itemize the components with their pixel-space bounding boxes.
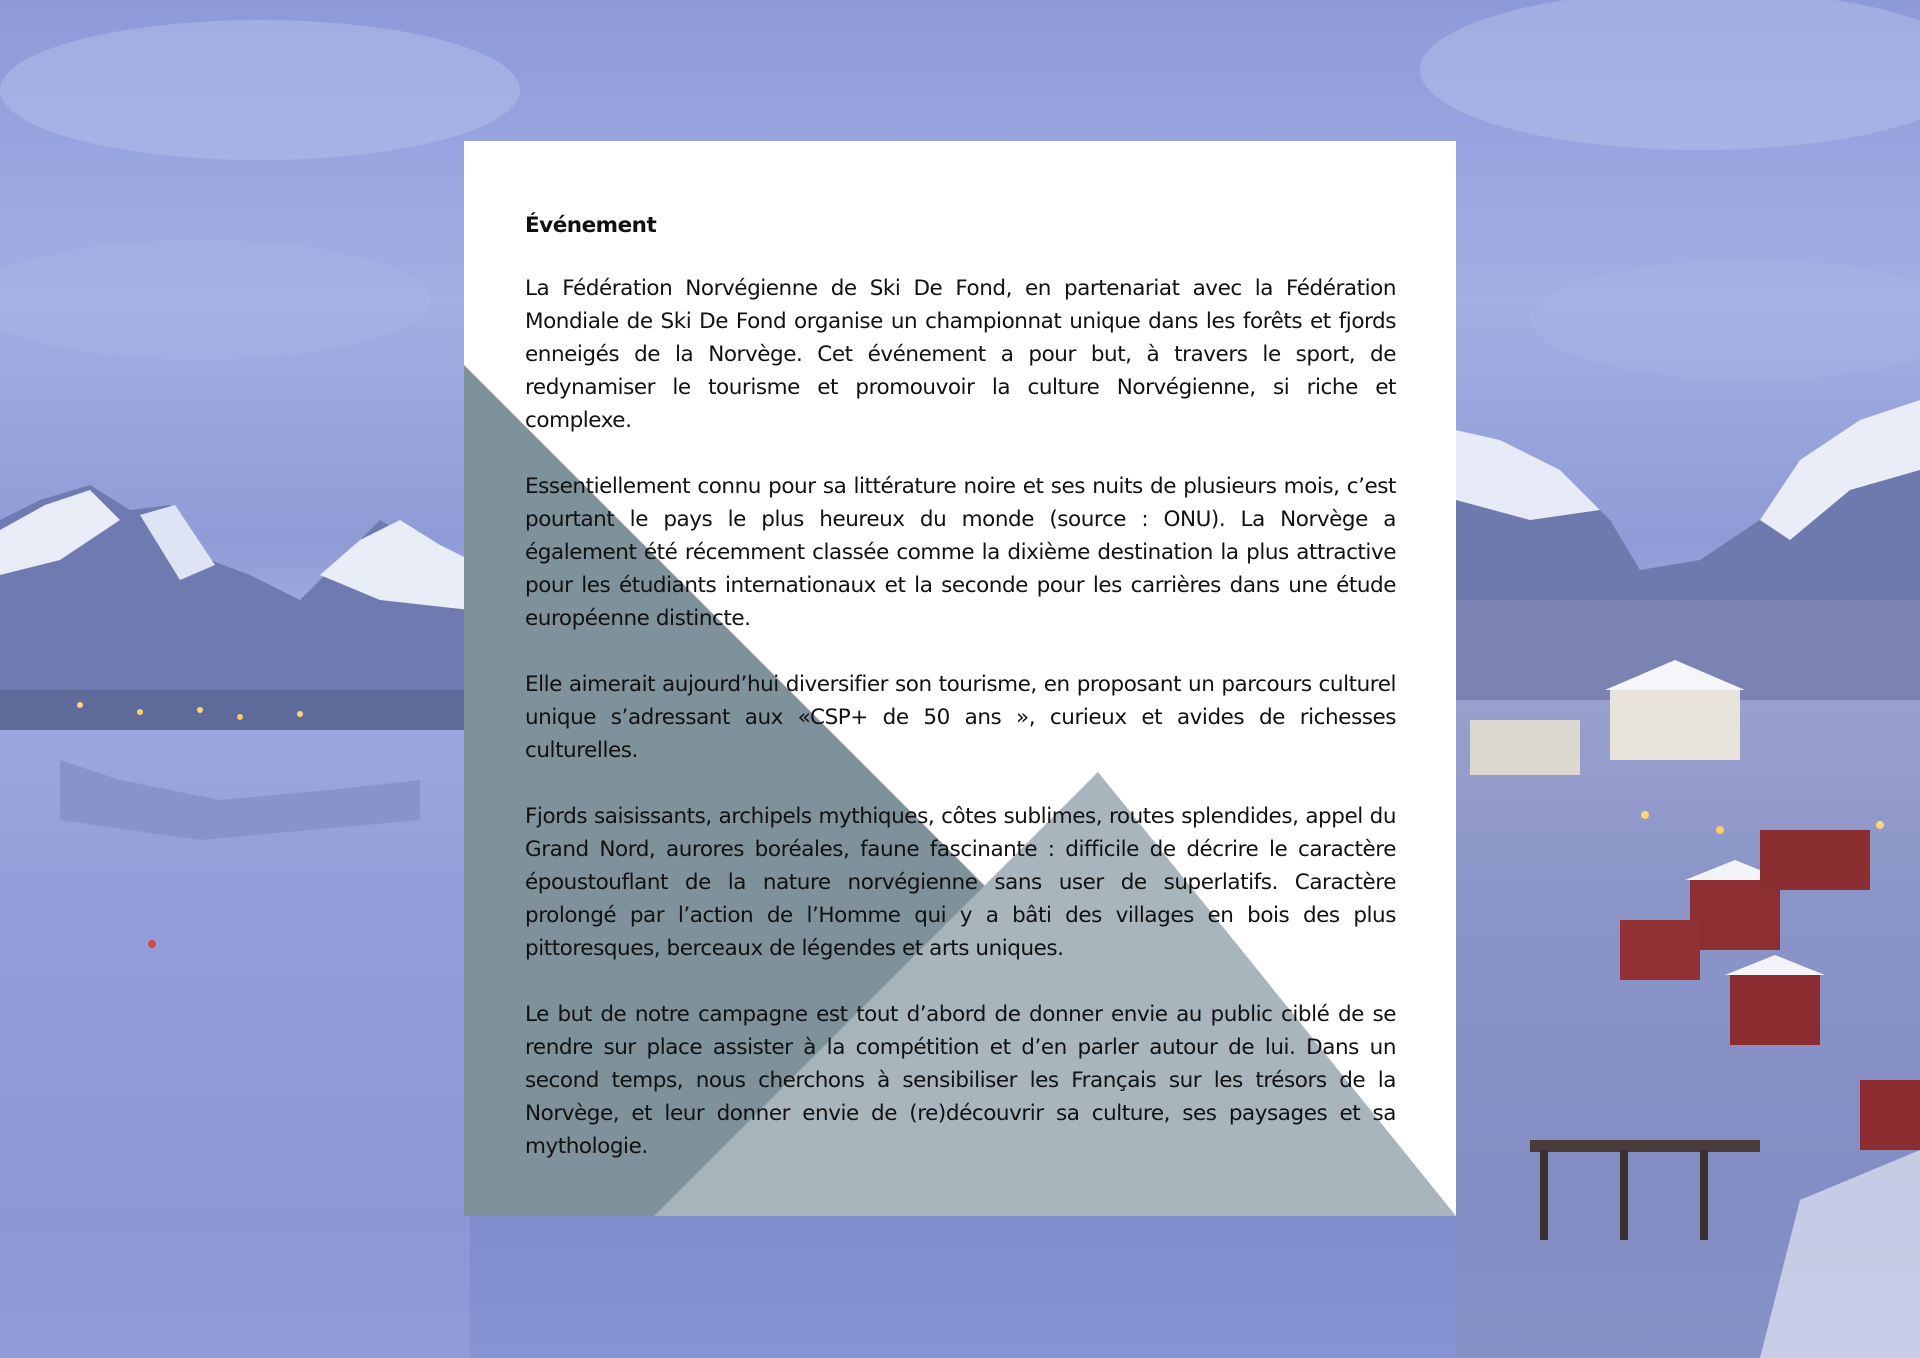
- paragraph-campaign: Le but de notre campagne est tout d’abord de donner envie au public ciblé de se rendre sur place assister à la compétition et d’en parler autour de lui. Dans un second temps, nous cherchons à sensibiliser les Français sur les trésors de la Norvège, et leur donner envie de (re)découvrir sa culture, ses paysages et sa mythologie.: [525, 1002, 1396, 1159]
- paragraph-intro: La Fédération Norvégienne de Ski De Fond, en partenariat avec la Fédération Mondiale de Ski De Fond organise un championnat unique dans les forêts et fjords enneigés de la Norvège. Cet événement a pour but, à travers le sport, de redynamiser le tourisme et promouvoir la culture Norvégienne, si riche et complexe.: [525, 276, 1396, 433]
- card-content: [525, 209, 1396, 1196]
- paragraph-nature: Fjords saisissants, archipels mythiques, côtes sublimes, routes splendides, appel du Grand Nord, aurores boréales, faune fascinante : difficile de décrire le caractère époustouflant de la nature norvégienne sans user de superlatifs. Caractère prolongé par l’action de l’Homme qui y a bâti des villages en bois des plus pittoresques, berceaux de légendes et arts uniques.: [525, 804, 1396, 961]
- text-card: [464, 141, 1456, 1216]
- paragraph-tourism-goal: Elle aimerait aujourd’hui diversifier son tourisme, en proposant un parcours culturel unique s’adressant aux «CSP+ de 50 ans », curieux et avides de richesses culturelles.: [525, 672, 1396, 763]
- section-heading: Événement: [525, 213, 657, 238]
- paragraph-norway-facts: Essentiellement connu pour sa littérature noire et ses nuits de plusieurs mois, c’est pourtant le pays le plus heureux du monde (source : ONU). La Norvège a également été récemment classée comme la dixième destination la plus attractive pour les étudiants internationaux et la seconde pour les carrières dans une étude européenne distincte.: [525, 474, 1396, 631]
